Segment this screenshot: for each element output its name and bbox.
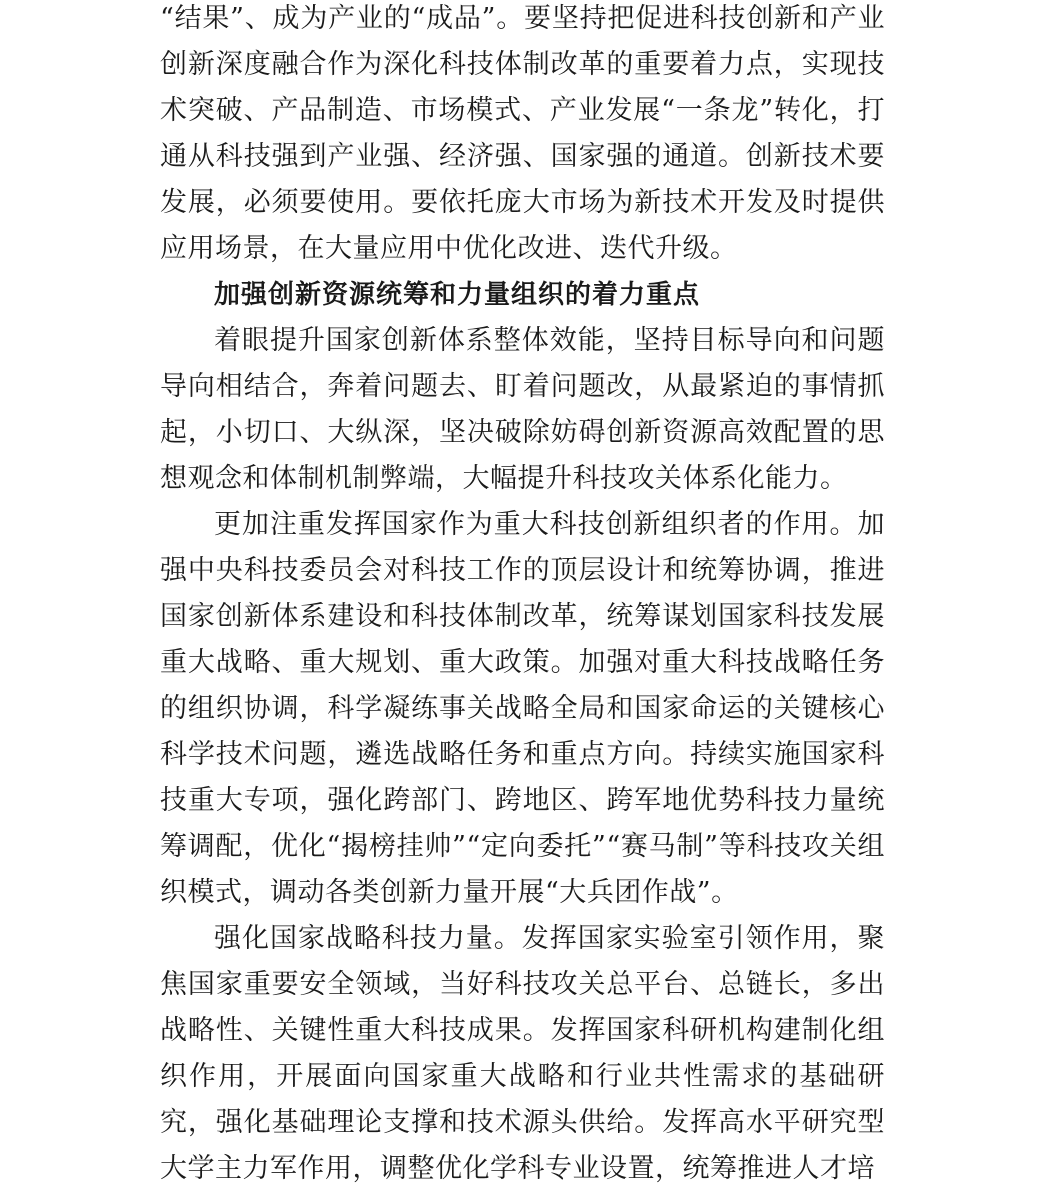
document-page <box>160 0 885 1192</box>
paragraph: 着眼提升国家创新体系整体效能，坚持目标导向和问题导向相结合，奔着问题去、盯着问题改，从最紧迫的事情抓起，小切口、大纵深，坚决破除妨碍创新资源高效配置的思想观念和体制机制弊端，大幅提升科技攻关体系化能力。 <box>160 325 885 494</box>
paragraph: 更加注重发挥国家作为重大科技创新组织者的作用。加强中央科技委员会对科技工作的顶层设计和统筹协调，推进国家创新体系建设和科技体制改革，统筹谋划国家科技发展重大战略、重大规划、重大政策。加强对重大科技战略任务的组织协调，科学凝练事关战略全局和国家命运的关键核心科学技术问题，遴选战略任务和重点方向。持续实施国家科技重大专项，强化跨部门、跨地区、跨军地优势科技力量统筹调配，优化“揭榜挂帅”“定向委托”“赛马制”等科技攻关组织模式，调动各类创新力量开展“大兵团作战”。 <box>160 509 885 908</box>
paragraph-continued: “结果”、成为产业的“成品”。要坚持把促进科技创新和产业创新深度融合作为深化科技体制改革的重要着力点，实现技术突破、产品制造、市场模式、产业发展“一条龙”转化，打通从科技强到产业强、经济强、国家强的通道。创新技术要发展，必须要使用。要依托庞大市场为新技术开发及时提供应用场景，在大量应用中优化改进、迭代升级。 <box>160 3 885 264</box>
paragraph: 强化国家战略科技力量。发挥国家实验室引领作用，聚焦国家重要安全领域，当好科技攻关总平台、总链长，多出战略性、关键性重大科技成果。发挥国家科研机构建制化组织作用，开展面向国家重大战略和行业共性需求的基础研究，强化基础理论支撑和技术源头供给。发挥高水平研究型大学主力军作用，调整优化学科专业设置，统筹推进人才培 <box>160 923 885 1184</box>
section-heading: 加强创新资源统筹和力量组织的着力重点 <box>214 280 701 310</box>
